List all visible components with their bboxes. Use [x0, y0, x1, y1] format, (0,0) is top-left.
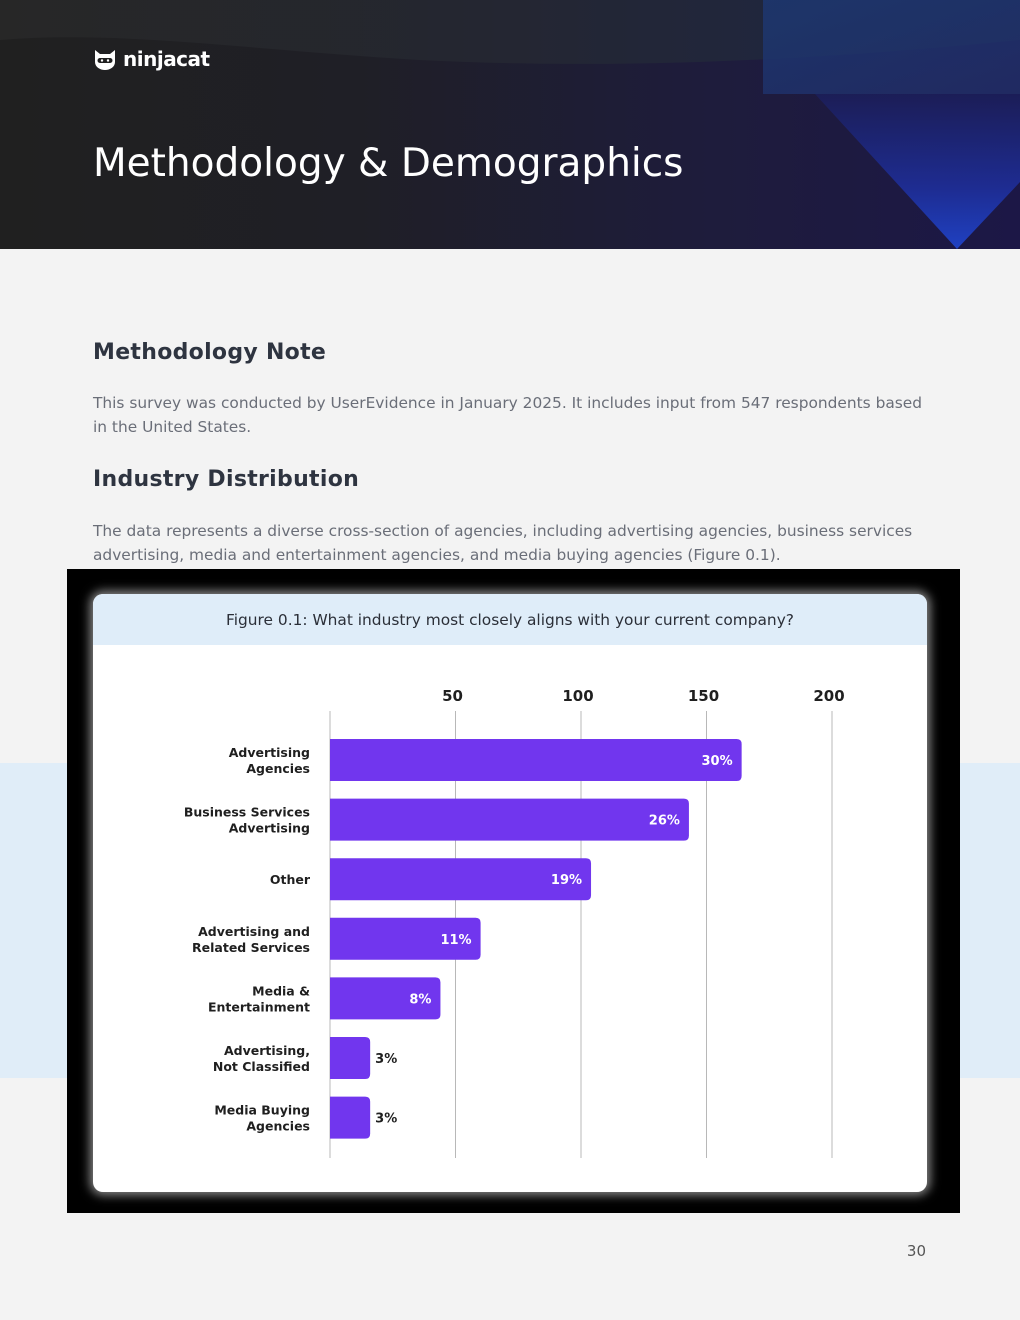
category-label: Media Buying Agencies [214, 1102, 310, 1134]
bar-data-label: 26% [648, 813, 680, 829]
bar-data-label: 3% [375, 1052, 398, 1067]
methodology-body: This survey was conducted by UserEvidence in January 2025. It includes input from 547 respondents based in the United States. [93, 394, 923, 436]
bar [330, 739, 742, 781]
page-number: 30 [906, 1242, 926, 1260]
header-decoration [0, 0, 1020, 249]
bar-data-label: 19% [550, 873, 583, 889]
industry-heading: Industry Distribution [93, 467, 360, 492]
bar-data-label: 3% [375, 1111, 398, 1127]
x-tick-label: 100 [562, 687, 594, 705]
bar [330, 1097, 370, 1139]
x-tick-label: 50 [442, 687, 463, 705]
bar [330, 799, 689, 841]
bar [330, 1037, 370, 1079]
logo-text: ninjacat [123, 47, 210, 71]
ninjacat-logo-icon [93, 47, 117, 71]
x-tick-label: 150 [687, 687, 720, 705]
methodology-heading: Methodology Note [93, 340, 327, 365]
figure-caption: Figure 0.1: What industry most closely aligns with your current company? [93, 594, 927, 645]
page-title: Methodology & Demographics [93, 141, 684, 186]
category-label: Advertising Agencies [228, 745, 310, 776]
bar-data-label: 11% [440, 932, 472, 948]
ninjacat-logo [93, 45, 210, 73]
category-label: Business Services Advertising [183, 804, 310, 836]
figure-card [93, 594, 927, 1192]
bar-chart [93, 645, 927, 1192]
category-label: Media & Entertainment [207, 983, 310, 1015]
category-label: Advertising, Not Classified [212, 1043, 310, 1074]
industry-body: The data represents a diverse cross-section of agencies, including advertising agencies, business services advertising, media and entertainment agencies, and media buying agencies (Figure 0.1). [93, 522, 913, 564]
x-tick-label: 200 [813, 687, 845, 705]
bar-data-label: 8% [409, 992, 432, 1008]
category-label: Advertising and Related Services [192, 923, 310, 955]
category-label: Other [269, 872, 310, 888]
page-header [0, 0, 1020, 249]
bar-data-label: 30% [701, 754, 733, 769]
